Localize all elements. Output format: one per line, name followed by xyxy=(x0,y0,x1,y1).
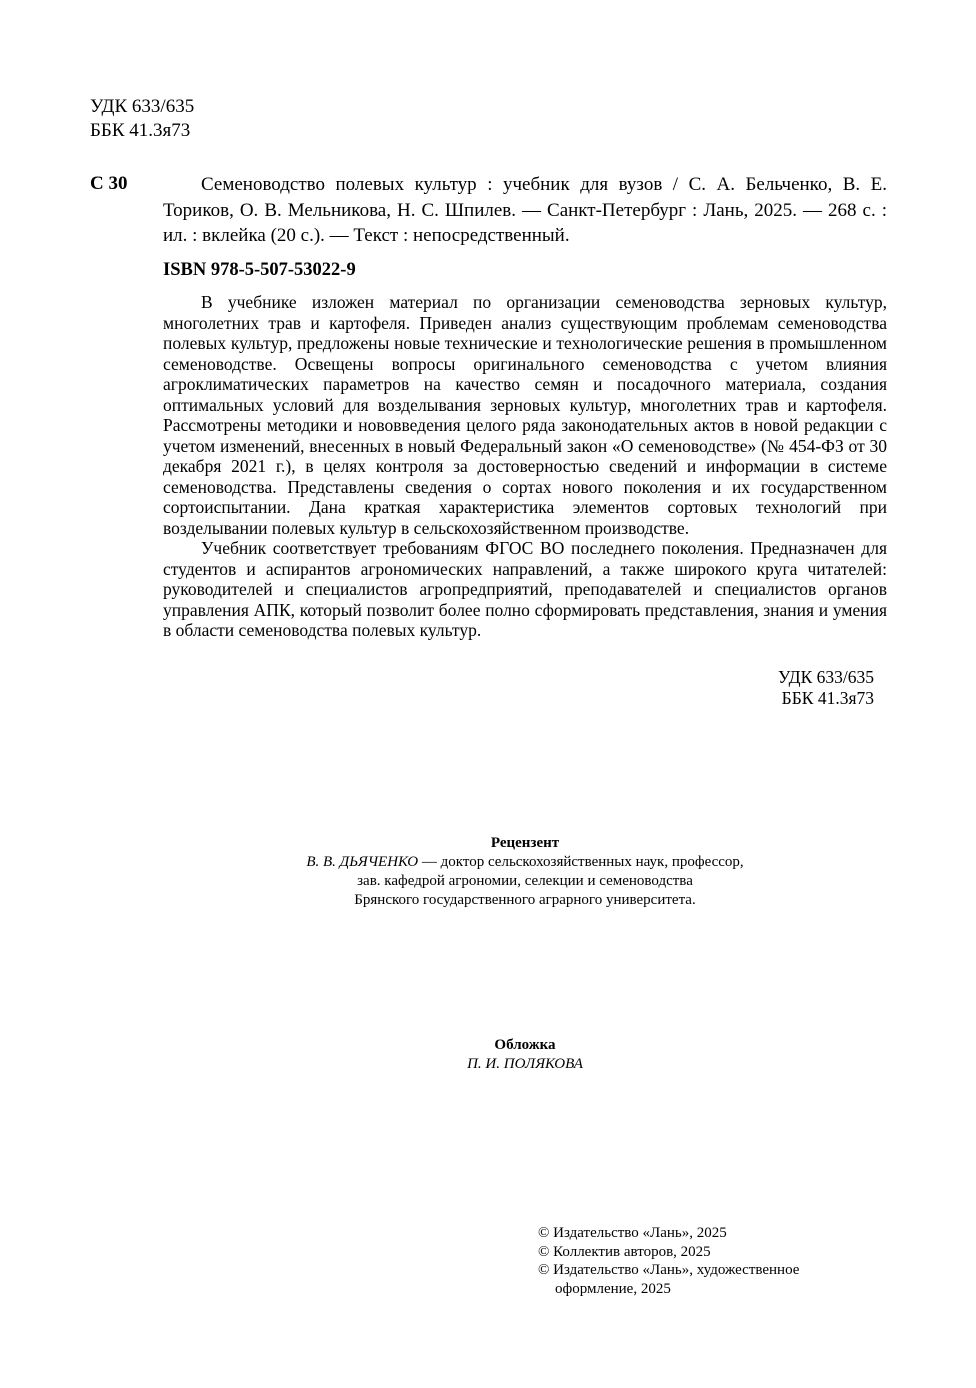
reviewer-name: В. В. ДЬЯЧЕНКО xyxy=(306,854,419,870)
classification-codes-bottom xyxy=(700,667,874,709)
copyright-line: © Издательство «Лань», 2025 xyxy=(538,1225,727,1241)
reviewer-title: — доктор сельскохозяйственных наук, профессор, xyxy=(418,854,744,870)
bbk-code: ББК 41.3я73 xyxy=(781,688,874,708)
copyright-line: © Коллектив авторов, 2025 xyxy=(538,1243,711,1260)
copyright-block xyxy=(538,1224,858,1298)
cover-designer-name: П. И. ПОЛЯКОВА xyxy=(467,1056,583,1072)
udk-code: УДК 633/635 xyxy=(90,96,195,117)
annotation-paragraph: Учебник соответствует требованиям ФГОС ВО последнего поколения. Предназначен для студентов и аспирантов агрономических направлений, а также широкого круга читателей: руководителей и специалистов агропредприятий, преподавателей и специалистов органов управления АПК, который позволит более полно сформировать представления, знания и умения в области семеноводства полевых культур. xyxy=(163,538,887,640)
reviewer-line xyxy=(163,853,887,872)
udk-code: УДК 633/635 xyxy=(778,667,874,687)
bbk-code: ББК 41.3я73 xyxy=(90,120,191,141)
reviewer-heading: Рецензент xyxy=(490,835,560,851)
isbn: ISBN 978-5-507-53022-9 xyxy=(163,260,356,280)
annotation-paragraph: В учебнике изложен материал по организации семеноводства зерновых культур, многолетних трав и картофеля. Приведен анализ существующим проблемам семеноводства полевых культур, предложены новые технические и технологические решения в промышленном семеноводстве. Освещены вопросы оригинального семеноводства с учетом влияния агроклиматических параметров на качество семян и посадочного материала, создания оптимальных условий для возделывания зерновых культур, многолетних трав и картофеля. Рассмотрены методики и нововведения целого ряда законодательных актов в новой редакции с учетом изменений, внесенных в новый Федеральный закон «О семеноводстве» (№ 454-ФЗ от 30 декабря 2021 г.), в целях контроля за достоверностью сведений и информации в системе семеноводства. Представлены сведения о сортах нового поколения и их государственном сортоиспытании. Дана краткая характеристика элементов сортовых технологий при возделывании полевых культур в сельскохозяйственном производстве. xyxy=(163,292,887,538)
classification-codes-top xyxy=(90,95,194,143)
reviewer-affiliation: Брянского государственного аграрного университета. xyxy=(354,892,696,908)
annotation xyxy=(163,292,887,641)
cover-block xyxy=(163,1036,887,1074)
copyright-line: © Издательство «Лань», художественное xyxy=(538,1262,800,1278)
copyright-line: оформление, 2025 xyxy=(555,1280,671,1297)
cover-heading: Обложка xyxy=(494,1037,556,1053)
reviewer-position: зав. кафедрой агрономии, селекции и семеноводства xyxy=(357,873,693,889)
reviewer-block xyxy=(163,834,887,910)
bibliographic-record: Семеноводство полевых культур : учебник для вузов / С. А. Бельченко, В. Е. Ториков, О. В. Мельникова, Н. С. Шпилев. — Санкт-Петербург : Лань, 2025. — 268 с. : ил. : вклейка (20 с.). — Текст : непосредственный. xyxy=(163,174,887,246)
author-mark: С 30 xyxy=(90,173,128,194)
